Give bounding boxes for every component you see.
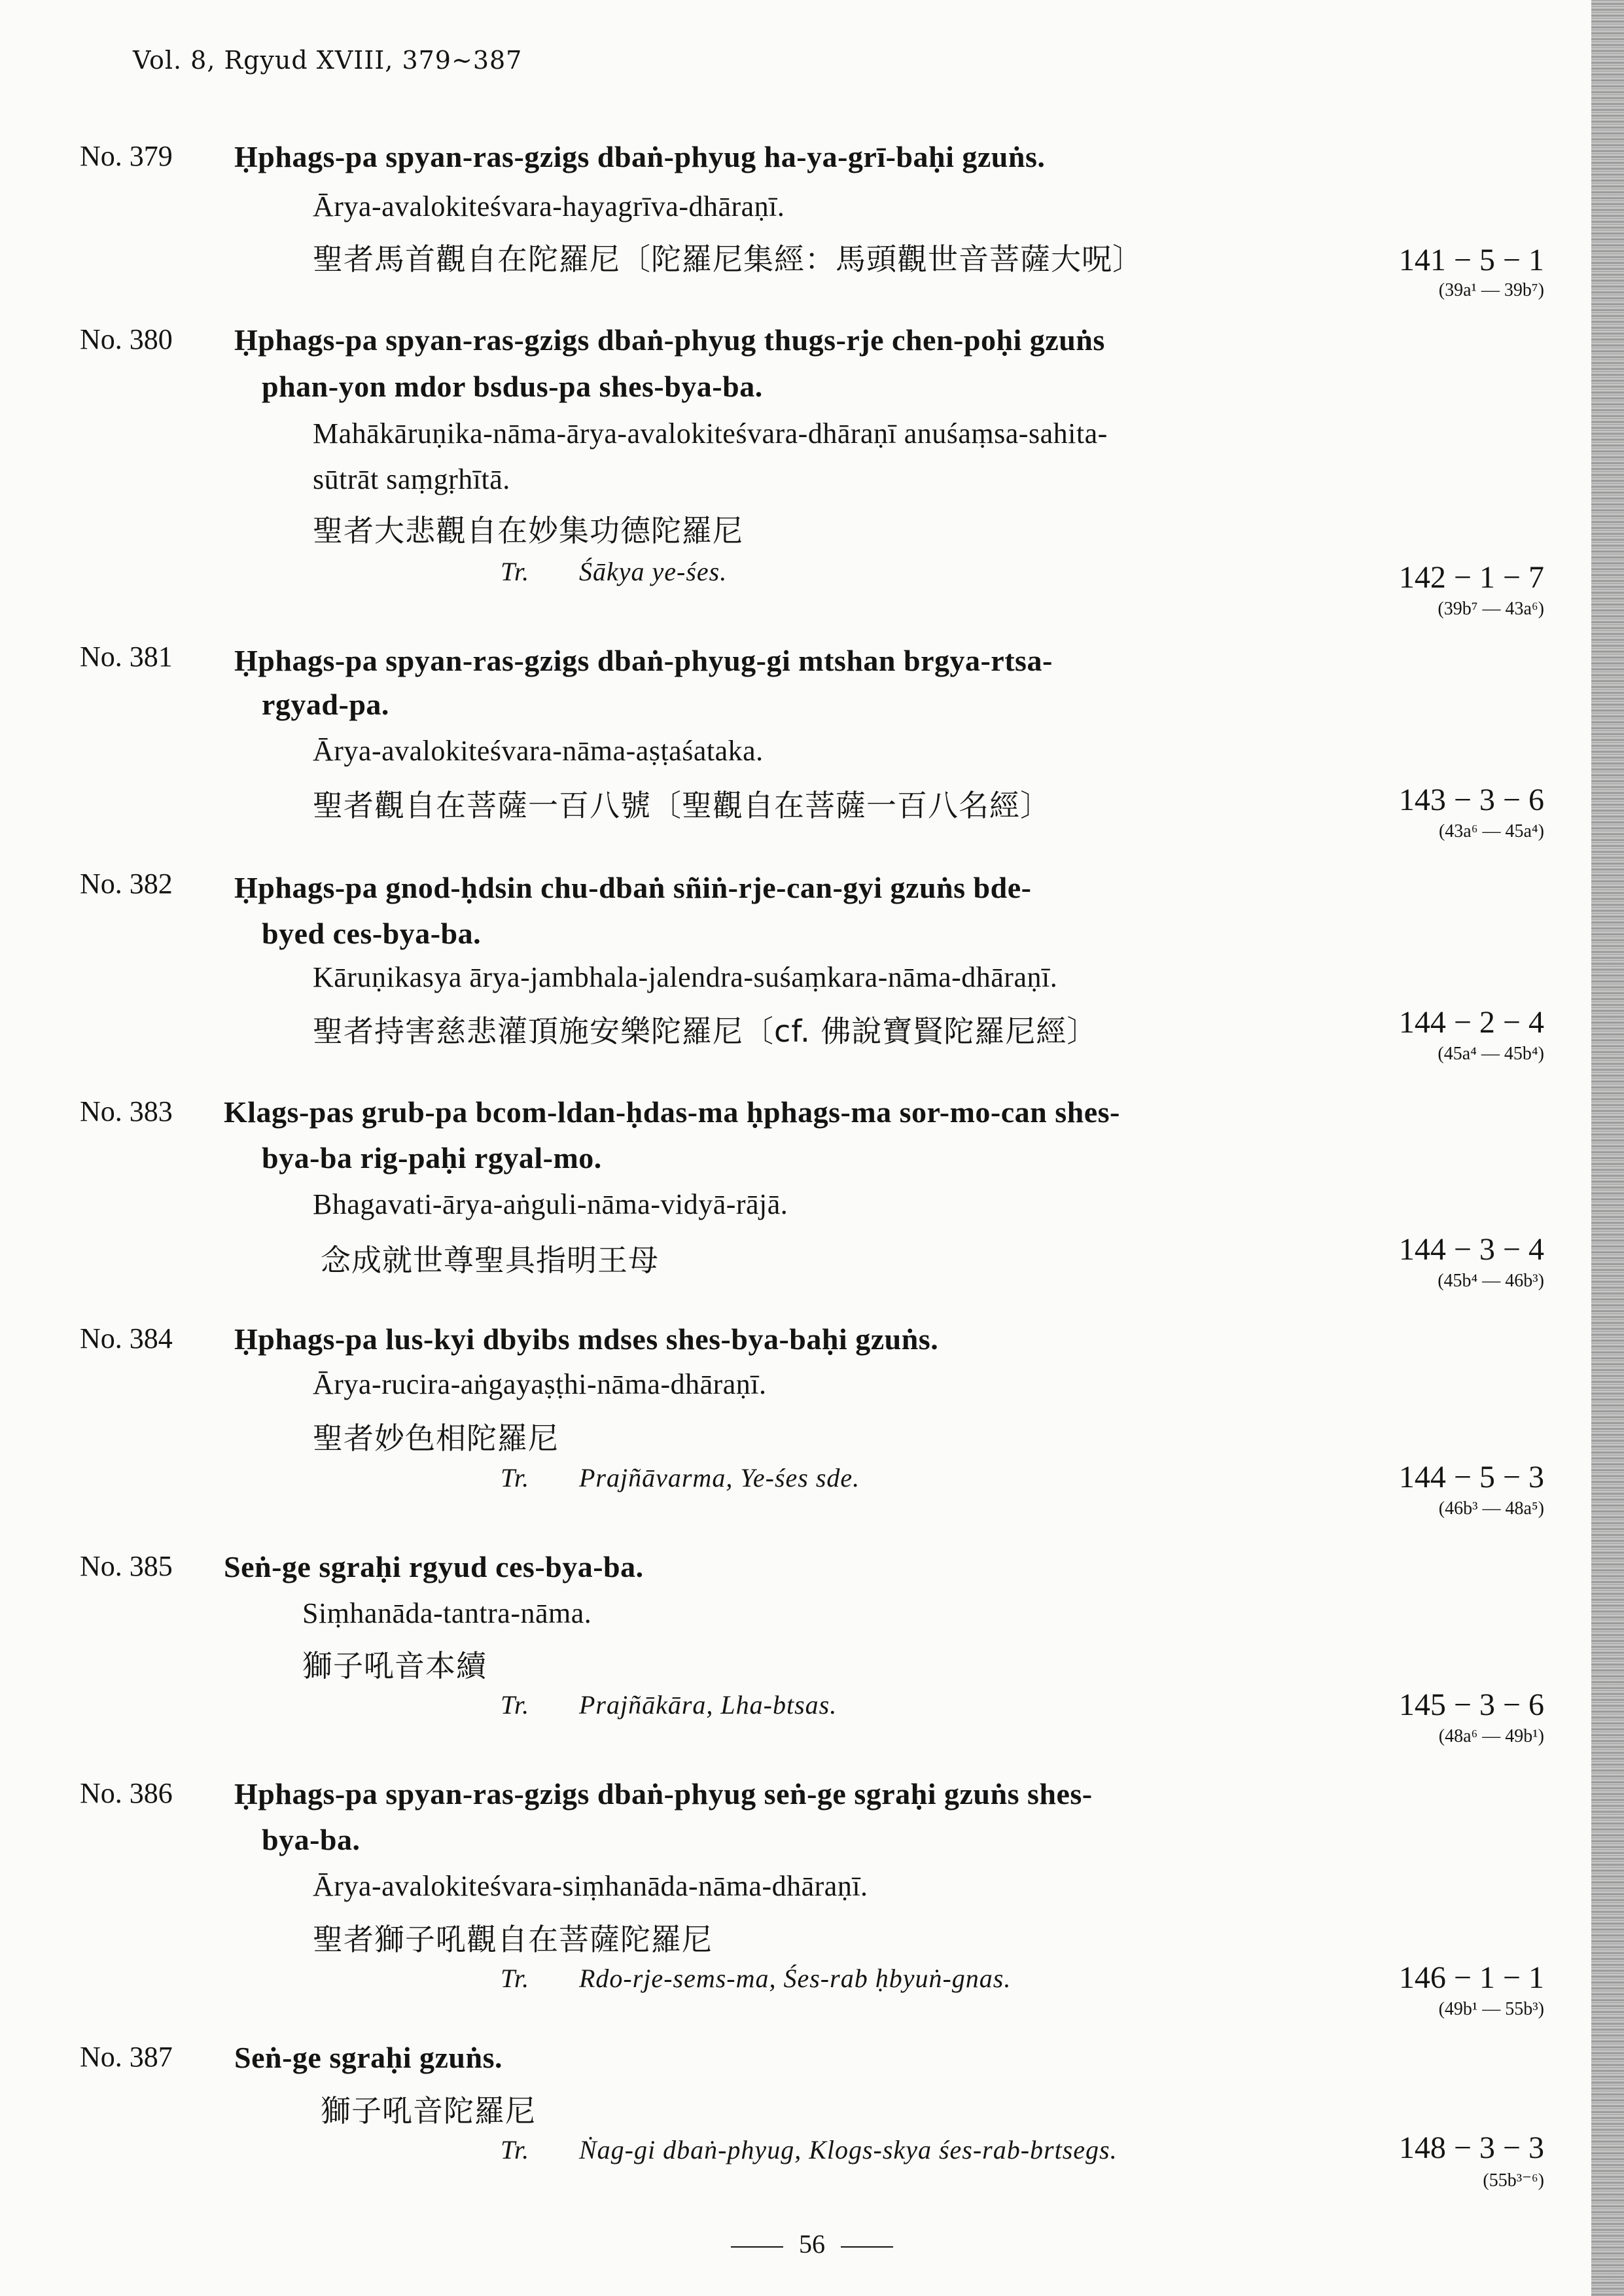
chinese-title: 獅子吼音本續 xyxy=(302,1648,487,1684)
sanskrit-title: Mahākāruṇika-nāma-ārya-avalokiteśvara-dhāraṇī anuśaṃsa-sahita- xyxy=(313,417,1108,450)
tibetan-title: Ḥphags-pa spyan-ras-gzigs dbaṅ-phyug ha-ya-grī-baḥi gzuṅs. xyxy=(234,140,1046,173)
peking-reference: 146 − 1 − 1 xyxy=(1398,1960,1544,1995)
translator-line xyxy=(501,556,727,587)
tibetan-title: Seṅ-ge sgraḥi gzuṅs. xyxy=(234,2041,503,2074)
chinese-title: 聖者持害慈悲灌頂施安樂陀羅尼〔cf. 佛說寶賢陀羅尼經〕 xyxy=(313,1014,1098,1049)
entry-number: No. 385 xyxy=(80,1550,173,1582)
tibetan-title-cont: rgyad-pa. xyxy=(262,688,389,721)
entry-number: No. 382 xyxy=(80,868,173,900)
translator-names: Ṅag-gi dbaṅ-phyug, Klogs-skya śes-rab-brtsegs. xyxy=(579,2135,1118,2164)
peking-reference: 148 − 3 − 3 xyxy=(1398,2130,1544,2165)
entry-number: No. 381 xyxy=(80,641,173,673)
page-edge-shadow xyxy=(1591,0,1624,2296)
chinese-title: 念成就世尊聖具指明王母 xyxy=(321,1243,659,1278)
entry-number: No. 384 xyxy=(80,1322,173,1354)
running-header: Vol. 8, Rgyud XVIII, 379∼387 xyxy=(133,46,523,75)
entry-number: No. 383 xyxy=(80,1095,173,1127)
translator-label: Tr. xyxy=(501,1690,530,1720)
tibetan-title-cont: phan-yon mdor bsdus-pa shes-bya-ba. xyxy=(262,370,763,403)
translator-line xyxy=(501,1462,860,1493)
translator-label: Tr. xyxy=(501,557,530,586)
chinese-title: 聖者妙色相陀羅尼 xyxy=(313,1421,559,1456)
page-number: 56 xyxy=(799,2229,825,2259)
translator-names: Rdo-rje-sems-ma, Śes-rab ḥbyuṅ-gnas. xyxy=(579,1964,1012,1993)
chinese-title: 聖者獅子吼觀自在菩薩陀羅尼 xyxy=(313,1922,713,1957)
sanskrit-title: Ārya-avalokiteśvara-siṃhanāda-nāma-dhāraṇī. xyxy=(313,1870,868,1902)
sanskrit-title: Ārya-rucira-aṅgayaṣṭhi-nāma-dhāraṇī. xyxy=(313,1368,767,1400)
sanskrit-title: Ārya-avalokiteśvara-hayagrīva-dhāraṇī. xyxy=(313,190,785,222)
peking-reference: 141 − 5 − 1 xyxy=(1398,243,1544,277)
sanskrit-title: Kāruṇikasya ārya-jambhala-jalendra-suśaṃkara-nāma-dhāraṇī. xyxy=(313,961,1058,993)
sanskrit-title: Siṃhanāda-tantra-nāma. xyxy=(302,1597,592,1629)
tibetan-title: Ḥphags-pa spyan-ras-gzigs dbaṅ-phyug seṅ-ge sgraḥi gzuṅs shes- xyxy=(234,1777,1093,1810)
chinese-title: 獅子吼音陀羅尼 xyxy=(321,2093,536,2128)
footer-rule-right xyxy=(841,2246,893,2248)
chinese-title: 聖者觀自在菩薩一百八號〔聖觀自在菩薩一百八名經〕 xyxy=(313,788,1051,823)
footer-rule-left xyxy=(731,2246,783,2248)
peking-reference: 143 − 3 − 6 xyxy=(1398,783,1544,817)
tibetan-title: Seṅ-ge sgraḥi rgyud ces-bya-ba. xyxy=(224,1550,644,1583)
tibetan-title-cont: byed ces-bya-ba. xyxy=(262,917,482,950)
folio-range: (45b⁴ — 46b³) xyxy=(1438,1271,1544,1291)
translator-label: Tr. xyxy=(501,1463,530,1492)
translator-label: Tr. xyxy=(501,2135,530,2164)
folio-range: (39a¹ — 39b⁷) xyxy=(1438,280,1544,300)
translator-names: Prajñāvarma, Ye-śes sde. xyxy=(579,1463,860,1492)
tibetan-title: Ḥphags-pa spyan-ras-gzigs dbaṅ-phyug-gi mtshan brgya-rtsa- xyxy=(234,644,1053,677)
tibetan-title: Ḥphags-pa gnod-ḥdsin chu-dbaṅ sñiṅ-rje-can-gyi gzuṅs bde- xyxy=(234,871,1032,904)
translator-names: Śākya ye-śes. xyxy=(579,557,728,586)
folio-range: (46b³ — 48a⁵) xyxy=(1438,1498,1544,1519)
entry-number: No. 380 xyxy=(80,323,173,355)
entry-number: No. 386 xyxy=(80,1777,173,1809)
page-footer xyxy=(0,2229,1624,2259)
translator-line xyxy=(501,2134,1118,2165)
tibetan-title: Ḥphags-pa lus-kyi dbyibs mdses shes-bya-baḥi gzuṅs. xyxy=(234,1322,939,1356)
folio-range: (45a⁴ — 45b⁴) xyxy=(1438,1044,1544,1064)
folio-range: (55b³⁻⁶) xyxy=(1483,2170,1544,2191)
sanskrit-title: Bhagavati-ārya-aṅguli-nāma-vidyā-rājā. xyxy=(313,1188,788,1220)
chinese-title: 聖者馬首觀自在陀羅尼〔陀羅尼集經：馬頭觀世音菩薩大呪〕 xyxy=(313,241,1143,277)
sanskrit-title-cont: sūtrāt saṃgṛhītā. xyxy=(313,463,510,495)
folio-range: (43a⁶ — 45a⁴) xyxy=(1438,821,1544,841)
chinese-title: 聖者大悲觀自在妙集功德陀羅尼 xyxy=(313,513,743,548)
translator-label: Tr. xyxy=(501,1964,530,1993)
entry-number: No. 379 xyxy=(80,140,173,172)
folio-range: (48a⁶ — 49b¹) xyxy=(1438,1726,1544,1746)
peking-reference: 142 − 1 − 7 xyxy=(1398,560,1544,595)
peking-reference: 144 − 5 − 3 xyxy=(1398,1460,1544,1494)
tibetan-title: Klags-pas grub-pa bcom-ldan-ḥdas-ma ḥphags-ma sor-mo-can shes- xyxy=(224,1095,1120,1129)
folio-range: (39b⁷ — 43a⁶) xyxy=(1438,599,1544,619)
peking-reference: 144 − 2 − 4 xyxy=(1398,1005,1544,1040)
tibetan-title-cont: bya-ba rig-paḥi rgyal-mo. xyxy=(262,1141,602,1174)
folio-range: (49b¹ — 55b³) xyxy=(1438,1999,1544,2019)
entry-number: No. 387 xyxy=(80,2041,173,2073)
tibetan-title: Ḥphags-pa spyan-ras-gzigs dbaṅ-phyug thugs-rje chen-poḥi gzuṅs xyxy=(234,323,1105,357)
translator-line xyxy=(501,1963,1011,1994)
peking-reference: 145 − 3 − 6 xyxy=(1398,1687,1544,1722)
sanskrit-title: Ārya-avalokiteśvara-nāma-aṣṭaśataka. xyxy=(313,735,764,767)
translator-line xyxy=(501,1689,837,1720)
tibetan-title-cont: bya-ba. xyxy=(262,1823,361,1856)
peking-reference: 144 − 3 − 4 xyxy=(1398,1232,1544,1267)
translator-names: Prajñākāra, Lha-btsas. xyxy=(579,1690,838,1720)
